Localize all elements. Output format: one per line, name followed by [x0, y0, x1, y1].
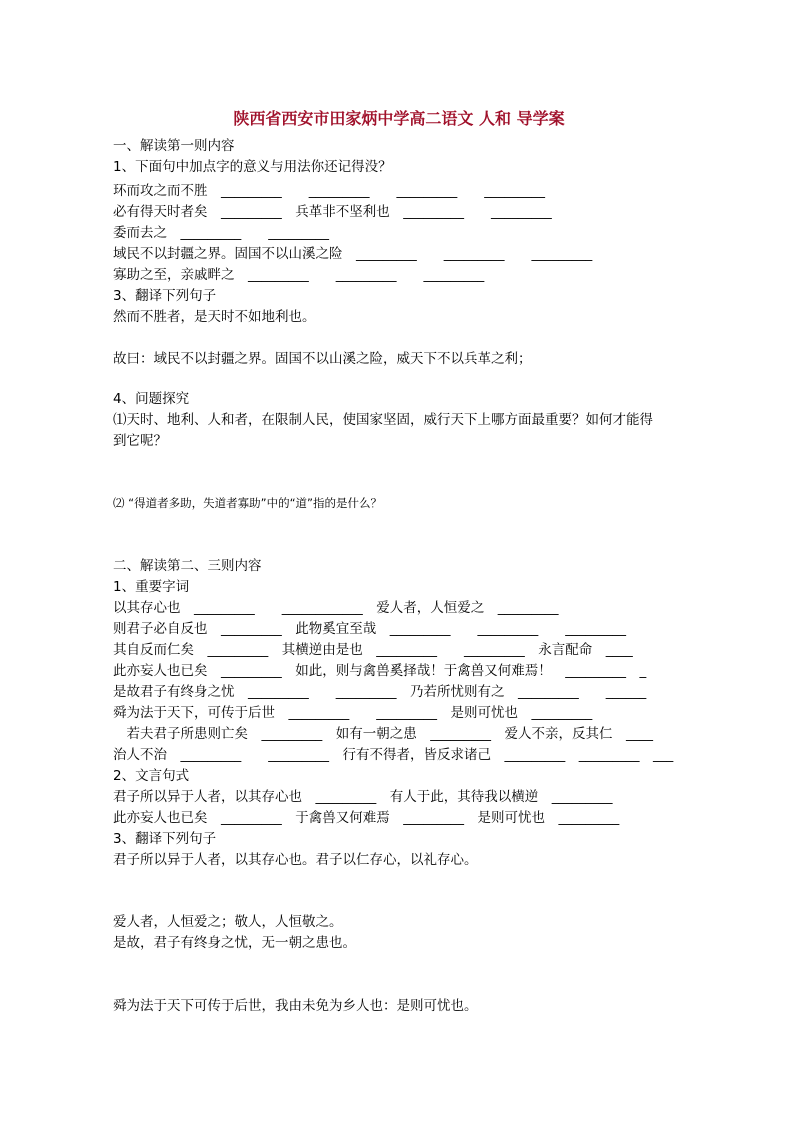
question-1-prompt: 1、下面句中加点字的意义与用法你还记得没？ [113, 159, 392, 175]
translate-sentence-2: 故曰：域民不以封疆之界。固国不以山溪之险，威天下不以兵革之利； [113, 351, 532, 367]
section-2-heading: 二、解读第二、三则内容 [113, 558, 262, 574]
word-line-8: 治人不治 _________ _________ 行有不得者，皆反求诸己 _________ _________ ___ [113, 747, 674, 763]
translate-sentence-6: 舜为法于天下可传于后世，我由未免为乡人也：是则可忧也。 [113, 998, 478, 1014]
translate-sentence-5: 是故，君子有终身之忧，无一朝之患也。 [113, 935, 356, 951]
question-3-prompt: 3、翻译下列句子 [113, 288, 217, 304]
fill-line-5: 寡助之至，亲戚畔之 _________ _________ _________ [113, 267, 485, 283]
fill-line-3: 委而去之 _________ _________ [113, 225, 329, 241]
section-1-heading: 一、解读第一则内容 [113, 138, 235, 154]
sentence-pattern-heading: 2、文言句式 [113, 768, 190, 784]
page-title: 陕西省西安市田家炳中学高二语文 人和 导学案 [233, 109, 565, 128]
word-line-6: 舜为法于天下，可传于后世 _________ _________ 是则可忧也 _________ [113, 705, 593, 721]
translate-sentence-1: 然而不胜者，是天时不如地利也。 [113, 309, 316, 325]
inquiry-question-1: ⑴天时、地利、人和者，在限制人民，使国家坚固，威行天下上哪方面最重要？如何才能得 [113, 412, 653, 428]
word-line-1: 以其存心也 _________ ____________ 爱人者，人恒爱之 _________ [113, 600, 559, 616]
word-line-4: 此亦妄人也已矣 _________ 如此，则与禽兽奚择哉！于禽兽又何难焉！ _________ _ [113, 663, 647, 679]
fill-line-2: 必有得天时者矣 _________ 兵革非不坚利也 _________ _________ [113, 204, 552, 220]
inquiry-question-2: ⑵ “得道者多助，失道者寡助”中的“道”指的是什么？ [113, 496, 382, 510]
translate-sentence-4: 爱人者，人恒爱之；敬人，人恒敬之。 [113, 914, 343, 930]
word-line-2: 则君子必自反也 _________ 此物奚宜至哉 _________ _________ _________ [113, 621, 626, 637]
word-line-7: 若夫君子所患则亡矣 _________ 如有一朝之患 _________ 爱人不亲，反其仁 ____ [113, 726, 653, 742]
fill-line-1: 环而攻之而不胜 _________ _________ _________ _________ [113, 183, 545, 199]
pattern-line-2: 此亦妄人也已矣 _________ 于禽兽又何难焉 _________ 是则可忧也 _________ [113, 810, 620, 826]
key-words-heading: 1、重要字词 [113, 579, 190, 595]
translate-sentence-3: 君子所以异于人者，以其存心也。君子以仁存心，以礼存心。 [113, 852, 478, 868]
word-line-5: 是故君子有终身之忧 _________ _________ 乃若所忧则有之 _________ ______ [113, 684, 647, 700]
fill-line-4: 域民不以封疆之界。固国不以山溪之险 _________ _________ _________ [113, 246, 593, 262]
word-line-3: 其自反而仁矣 _________ 其横逆由是也 _________ _________ 永言配命 ____ [113, 642, 633, 658]
inquiry-question-1-cont: 到它呢？ [113, 433, 167, 449]
translate-heading-2: 3、翻译下列句子 [113, 831, 217, 847]
question-4-prompt: 4、问题探究 [113, 391, 190, 407]
pattern-line-1: 君子所以异于人者，以其存心也 _________ 有人于此，其待我以横逆 _________ [113, 789, 613, 805]
